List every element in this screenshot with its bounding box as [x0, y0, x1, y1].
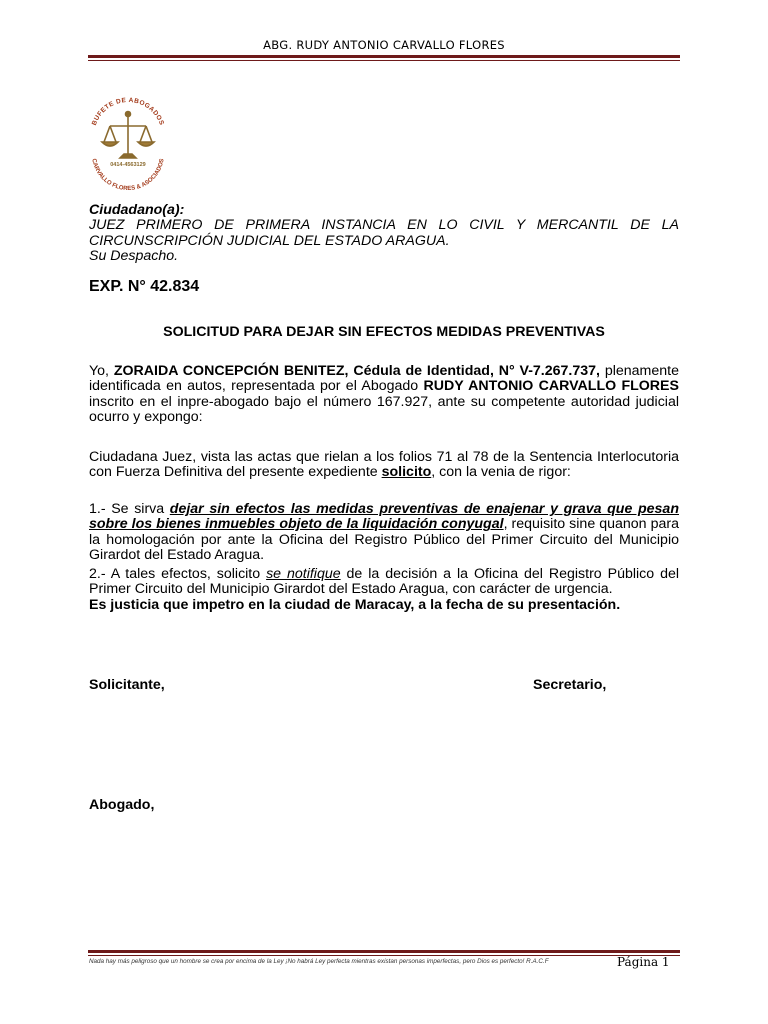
footer-quote: Nada hay más peligroso que un hombre se crea por encima de la Ley ¡No habrá Ley perfecta mientras existan personas imperfectas, pero Dios es perfecto! R.A.C.F	[89, 958, 549, 965]
p3-text-c: , requisito sine quanon para la homologación por ante la Oficina del Registro Público del Primer Circuito del Municipio Girardot del Estado Aragua.	[89, 516, 679, 563]
footer-rule	[88, 950, 680, 956]
p1-text-e: plenamente identificada en autos, representada por el Abogado	[89, 363, 679, 395]
p2-solicito: solicito	[381, 464, 432, 481]
petitioner-id: Cédula de Identidad, N° V-7.267.737,	[353, 363, 600, 379]
signature-abogado: Abogado,	[89, 797, 155, 813]
addressee-label: Ciudadano(a):	[89, 202, 185, 218]
p2-text-c: , con la venia de rigor:	[431, 464, 571, 481]
paragraph-item-1	[89, 502, 679, 563]
document-title: SOLICITUD PARA DEJAR SIN EFECTOS MEDIDAS PREVENTIVAS	[163, 324, 605, 340]
p1-text-a: Yo,	[89, 363, 114, 379]
header-title: ABG. RUDY ANTONIO CARVALLO FLORES	[263, 38, 505, 52]
attorney-name: RUDY ANTONIO CARVALLO FLORES	[423, 378, 679, 395]
addressee-line2: CIRCUNSCRIPCIÓN JUDICIAL DEL ESTADO ARAGUA.	[89, 232, 450, 249]
p4-text-c: de la decisión a la Oficina del Registro Público del Primer Circuito del Municipio Girardot del Estado Aragua, con carácter de urgencia.	[89, 566, 679, 598]
p3-emphasis: dejar sin efectos las medidas preventivas de enajenar y grava que pesan sobre los bienes inmuebles objeto de la liquidación conyugal	[89, 501, 679, 533]
p2-text-a: Ciudadana Juez, vista las actas que rielan a los folios 71 al 78 de la Sentencia Interlocutoria con Fuerza Definitiva del presente expediente	[89, 449, 679, 481]
signature-solicitante: Solicitante,	[89, 677, 165, 693]
p1-text-g: inscrito en el inpre-abogado bajo el número 167.927, ante su competente autoridad judicial ocurro y expongo:	[89, 393, 679, 425]
paragraph-intro	[89, 364, 679, 425]
logo-top-text: BUFETE DE ABOGADOS	[90, 96, 166, 127]
addressee-line1: JUEZ PRIMERO DE PRIMERA INSTANCIA EN LO CIVIL Y MERCANTIL DE LA	[89, 217, 679, 234]
paragraph-item-2	[89, 567, 679, 613]
p3-text-a: 1.- Se sirva	[89, 501, 170, 517]
scales-of-justice-icon	[86, 96, 170, 192]
petitioner-name: ZORAIDA CONCEPCIÓN BENITEZ,	[113, 363, 349, 379]
logo-bottom-text: CARVALLO FLORES & ASOCIADOS	[90, 158, 166, 192]
expediente-number: EXP. N° 42.834	[89, 278, 200, 295]
logo-phone-text: 0414-4563129	[110, 162, 146, 168]
p4-text-a: 2.- A tales efectos, solicito	[89, 566, 267, 582]
addressee-line3: Su Despacho.	[89, 247, 179, 264]
page-number: Página 1	[617, 955, 670, 969]
p4-emphasis: se notifique	[266, 566, 341, 582]
signature-secretario: Secretario,	[533, 677, 607, 693]
closing-statement: Es justicia que impetro en la ciudad de Maracay, a la fecha de su presentación.	[89, 596, 621, 613]
paragraph-request	[89, 450, 679, 481]
addressee-block	[89, 203, 679, 264]
header-rule	[88, 55, 680, 61]
law-firm-logo	[86, 96, 170, 192]
